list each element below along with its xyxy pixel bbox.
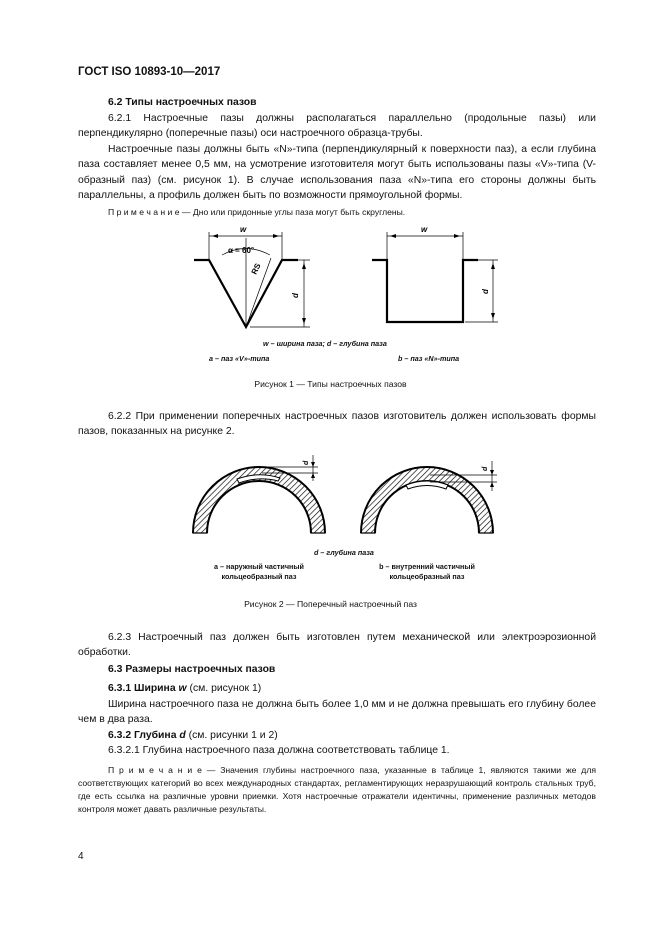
radius-label: RS <box>249 261 263 276</box>
paragraph-6-3-2-1: 6.3.2.1 Глубина настроечного паза должна соответствовать таблице 1. <box>108 745 450 756</box>
section-6-2-title: 6.2 Типы настроечных пазов <box>108 97 257 108</box>
paragraph-6-2-1: 6.2.1 Настроечные пазы должны располагаться параллельно (продольные пазы) или перпендикулярно (поперечные пазы) оси настроечного образца-трубы. <box>78 113 596 140</box>
alpha-label: α = 60° <box>228 246 255 255</box>
figure-2-legend: d – глубина паза <box>314 548 374 557</box>
v-depth-label: d <box>291 293 300 298</box>
internal-depth-label: d <box>482 466 489 471</box>
figure-1-caption: Рисунок 1 — Типы настроечных пазов <box>254 379 407 389</box>
n-width-label: w <box>421 225 428 234</box>
section-6-3-2-title: 6.3.2 Глубина d (см. рисунки 1 и 2) <box>108 730 278 741</box>
page-number: 4 <box>78 851 84 862</box>
section-6-3-1-title: 6.3.1 Ширина w (см. рисунок 1) <box>108 683 262 694</box>
note-1: П р и м е ч а н и е — Дно или придонные углы паза могут быть скруглены. <box>108 207 406 217</box>
figure-2-label-b: b – внутренний частичный кольцеобразный паз <box>379 562 475 581</box>
figure-2-drawing <box>0 445 661 545</box>
paragraph-6-2-1-b: Настроечные пазы должны быть «N»-типа (перпендикулярный к поверхности паз), а если глубина паза составляет менее 0,5 мм, на усмотрение изготовителя могут быть использованы пазы «V»-типа (V-образный паз) (см. рисунок 1). В случае использования паза «N»-типа его стороны должны быть параллельны, а профиль должен быть по возможности прямоугольной формы. <box>78 144 596 201</box>
paragraph-6-3-1: Ширина настроечного паза не должна быть более 1,0 мм и не должна превышать его глубину более чем в два раза. <box>78 699 596 726</box>
v-width-label: w <box>240 225 247 234</box>
document-header: ГОСТ ISO 10893-10—2017 <box>78 66 221 78</box>
paragraph-6-2-3: 6.2.3 Настроечный паз должен быть изготовлен путем механической или электроэрозионной обработки. <box>78 632 596 659</box>
n-groove-diagram <box>372 232 498 322</box>
external-depth-label: d <box>303 460 310 465</box>
figure-1-label-a: a – паз «V»-типа <box>209 354 270 363</box>
external-ring-diagram <box>193 455 325 533</box>
internal-ring-diagram <box>361 461 497 533</box>
figure-1-label-b: b – паз «N»-типа <box>398 354 460 363</box>
figure-2-caption: Рисунок 2 — Поперечный настроечный паз <box>244 599 417 609</box>
paragraph-6-2-2: 6.2.2 При применении поперечных настроечных пазов изготовитель должен использовать формы пазов, показанных на рисунке 2. <box>78 411 596 438</box>
figure-1-legend: w – ширина паза; d – глубина паза <box>263 339 387 348</box>
section-6-3-title: 6.3 Размеры настроечных пазов <box>108 664 276 675</box>
figure-2-label-a: a – наружный частичный кольцеобразный паз <box>214 562 304 581</box>
n-depth-label: d <box>481 289 490 294</box>
note-2: П р и м е ч а н и е — Значения глубины настроечного паза, указанные в таблице 1, являются такими же для соответствующих категорий во всех международных стандартах, регламентирующих неразрушающий контроль стальных труб, где есть ссылка на различные уровни приемки. Хотя настроечные отражатели идентичны, применение различных методов контроля может давать различные результаты. <box>78 765 596 814</box>
